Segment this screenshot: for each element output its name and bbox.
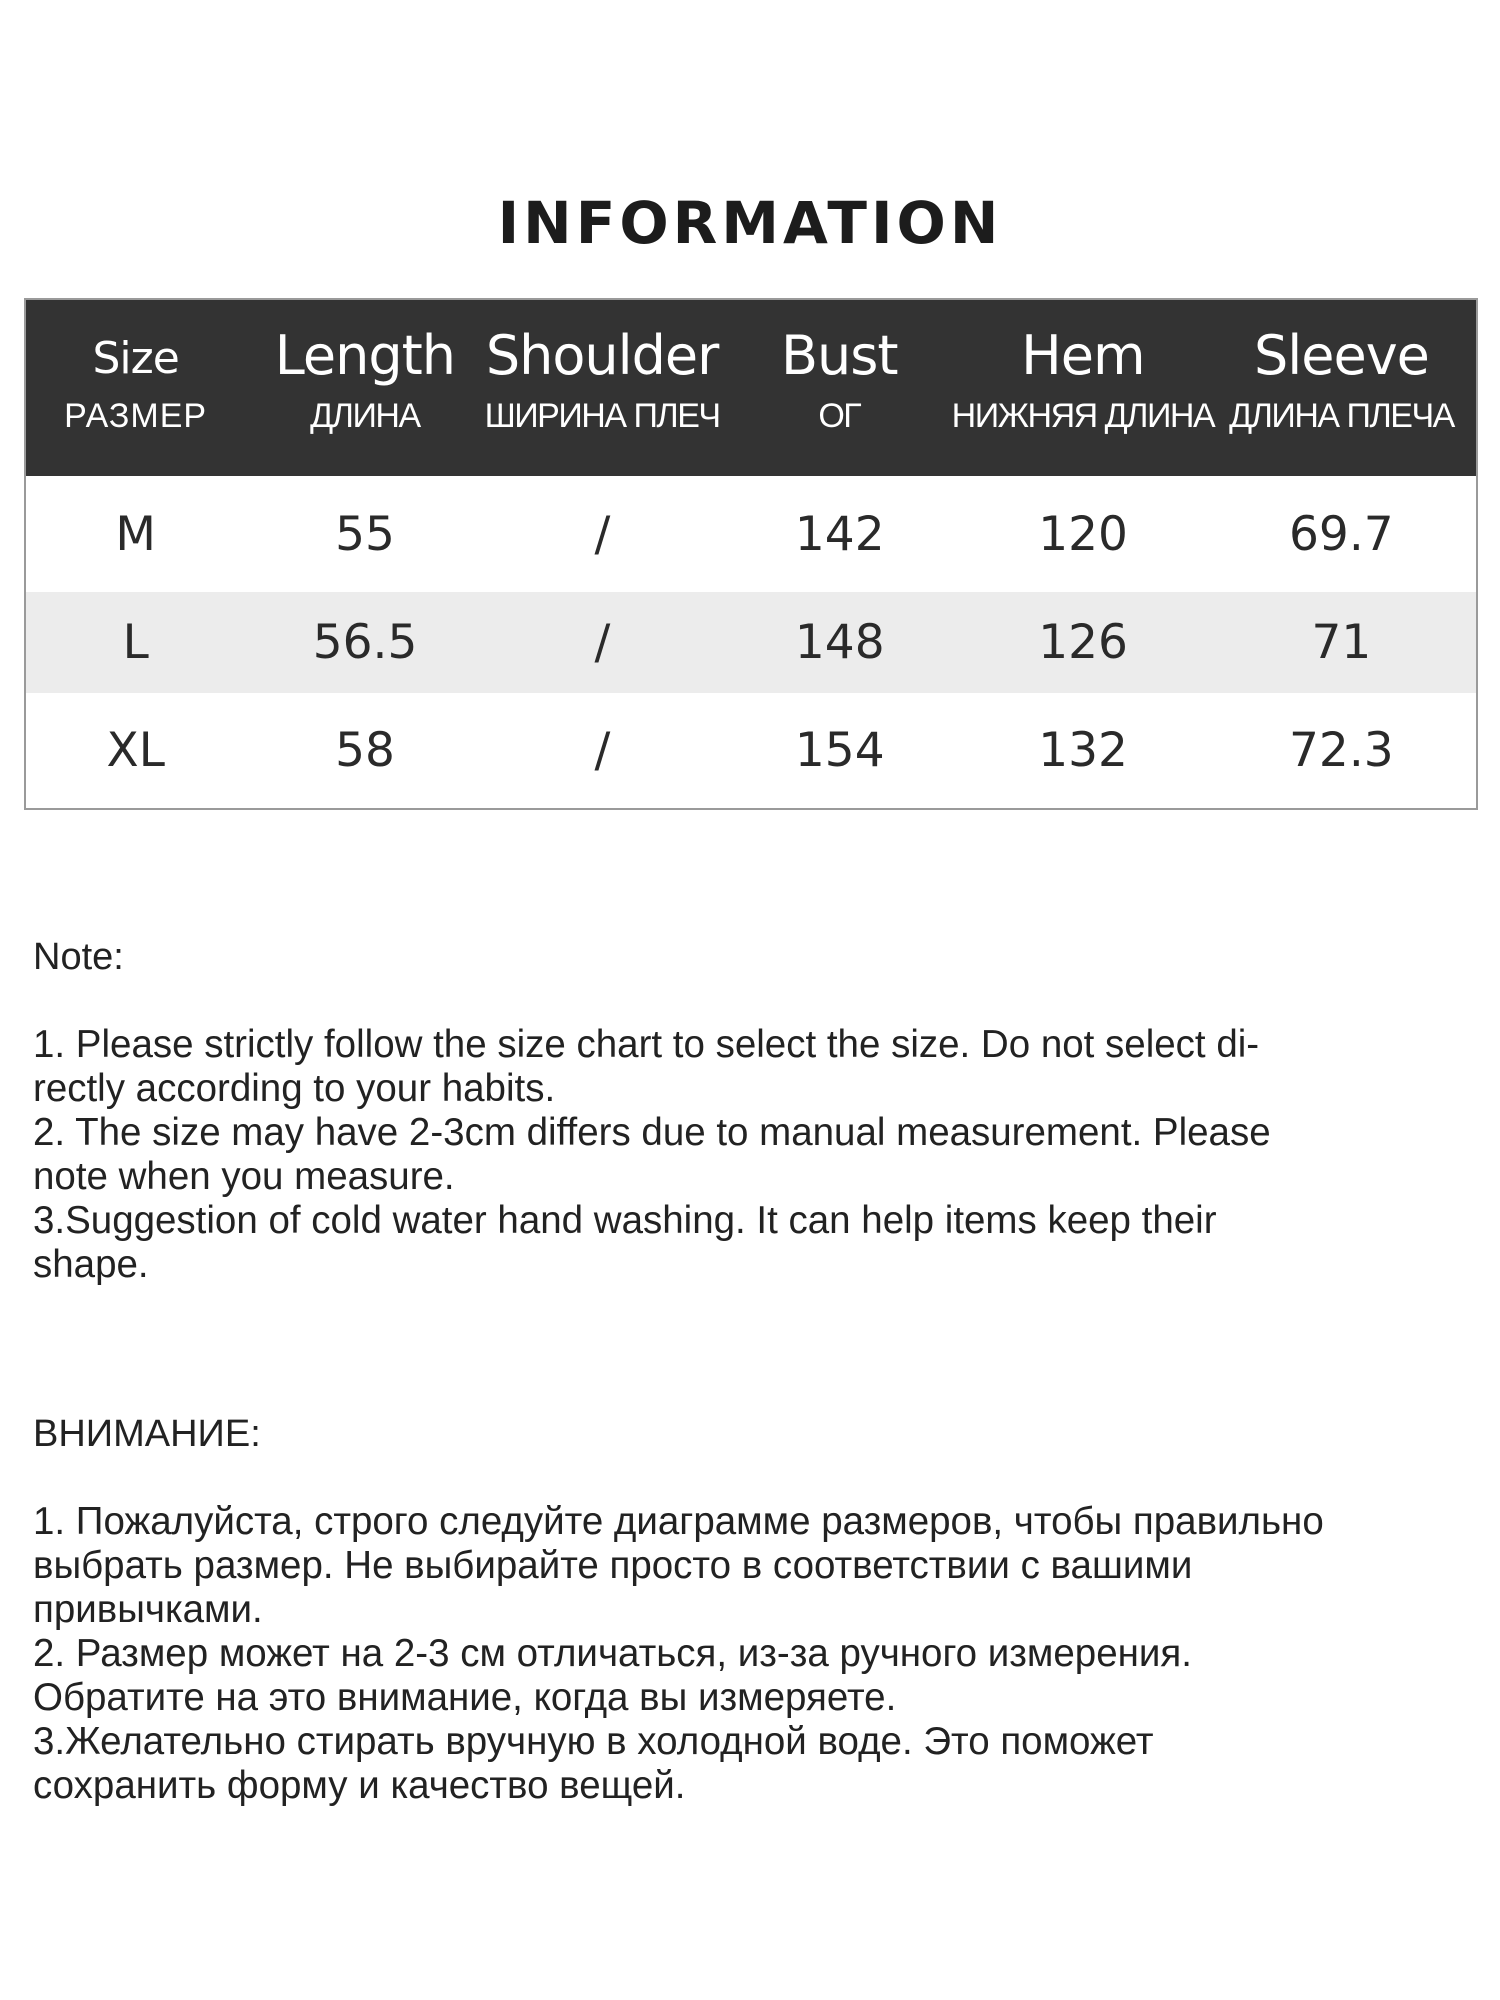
header-length-ru: ДЛИНА: [310, 397, 420, 435]
cell-length: 56.5: [312, 615, 418, 670]
header-bust-en: Bust: [781, 324, 898, 387]
cell-sleeve: 72.3: [1289, 723, 1394, 778]
table-header-row: [26, 300, 1476, 476]
cell-hem: 120: [1038, 506, 1128, 562]
cell-bust: 154: [794, 723, 885, 778]
cell-size: XL: [106, 723, 165, 778]
cell-hem: 126: [1038, 615, 1128, 670]
header-size-ru: РАЗМЕР: [64, 397, 208, 435]
note-title: Note:: [33, 936, 124, 978]
header-size-en: Size: [92, 333, 179, 384]
cell-sleeve: 71: [1311, 615, 1372, 670]
header-shoulder: [484, 300, 719, 476]
header-sleeve: [1207, 300, 1476, 476]
cell-bust: 148: [794, 615, 885, 670]
cell-hem: 132: [1038, 723, 1128, 778]
cell-sleeve: 69.7: [1289, 506, 1394, 562]
page-title: INFORMATION: [497, 189, 1003, 257]
cell-length: 55: [335, 506, 395, 562]
header-hem: [951, 300, 1215, 476]
note-item: 3.Желательно стирать вручную в холодной воде. Это поможет сохранить форму и качество вещей.: [33, 1720, 1154, 1807]
header-length: [245, 300, 484, 476]
note-item: 3.Suggestion of cold water hand washing. It can help items keep their shape.: [33, 1199, 1217, 1286]
table-row: [26, 592, 1476, 693]
header-shoulder-ru: ШИРИНА ПЛЕЧ: [484, 397, 720, 435]
header-bust-ru: ОГ: [818, 397, 861, 435]
header-shoulder-en: Shoulder: [485, 324, 719, 387]
header-sleeve-en: Sleeve: [1253, 324, 1429, 387]
table-row: [26, 693, 1476, 808]
note-title: ВНИМАНИЕ:: [33, 1413, 261, 1455]
header-sleeve-ru: ДЛИНА ПЛЕЧА: [1229, 397, 1454, 435]
note-item: 2. Размер может на 2-3 см отличаться, из-за ручного измерения. Обратите на это внимание, когда вы измеряете.: [33, 1632, 1192, 1719]
note-item: 1. Please strictly follow the size chart to select the size. Do not select di- rectly according to your habits.: [33, 1023, 1260, 1110]
header-bust: [720, 300, 959, 476]
header-hem-ru: НИЖНЯЯ ДЛИНА: [951, 397, 1215, 435]
cell-shoulder: /: [594, 615, 611, 670]
note-english: [33, 935, 1453, 1287]
header-hem-en: Hem: [1021, 324, 1145, 387]
cell-length: 58: [335, 723, 395, 778]
cell-size: L: [122, 615, 149, 670]
note-item: 1. Пожалуйста, строго следуйте диаграмме размеров, чтобы правильно выбрать размер. Не выбирайте просто в соответствии с вашими привычками.: [33, 1500, 1324, 1631]
header-length-en: Length: [274, 324, 455, 387]
cell-size: M: [115, 506, 156, 562]
cell-shoulder: /: [594, 723, 611, 778]
size-chart-table: [24, 298, 1478, 810]
cell-bust: 142: [794, 506, 885, 562]
table-row: [26, 476, 1476, 592]
cell-shoulder: /: [594, 506, 611, 562]
header-size: [26, 300, 245, 476]
note-russian: [33, 1412, 1453, 1808]
note-item: 2. The size may have 2-3cm differs due to manual measurement. Please note when you measure.: [33, 1111, 1271, 1198]
